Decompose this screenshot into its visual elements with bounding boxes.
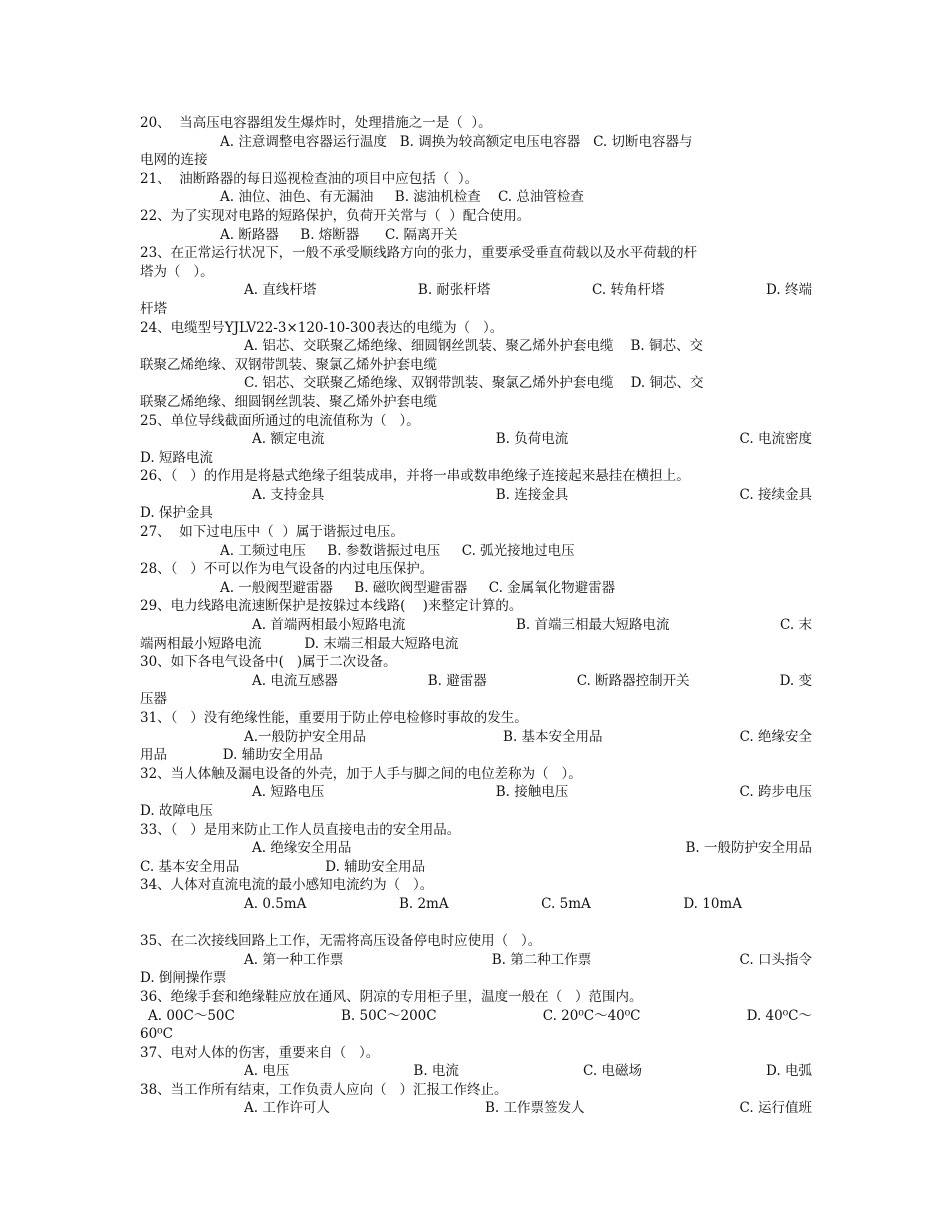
option-line xyxy=(140,895,812,914)
answer-option: B. 耐张杆塔 xyxy=(417,282,491,299)
question-line xyxy=(140,1044,812,1063)
text-line xyxy=(140,226,812,245)
question-text: 24、电缆型号YJLV22-3×120-10-300表达的电缆为（ ）。 xyxy=(140,319,504,336)
option-line xyxy=(140,281,812,300)
answer-option: C. 跨步电压 xyxy=(739,784,812,801)
question-text: 32、当人体触及漏电设备的外壳，加于人手与脚之间的电位差称为（ ）。 xyxy=(140,765,582,782)
answer-option: C. 绝缘安全 xyxy=(739,728,812,745)
answer-option: C. 5mA xyxy=(541,895,591,912)
option-line xyxy=(140,1007,812,1026)
answer-option: D. 电弧 xyxy=(766,1063,812,1080)
question-text: 22、为了实现对电路的短路保护，负荷开关常与（ ）配合使用。 xyxy=(140,207,531,224)
question-line xyxy=(140,244,812,263)
answer-option: A. 电流互感器 xyxy=(252,672,338,689)
question-text: 33、（ ）是用来防止工作人员直接电击的安全用品。 xyxy=(140,821,461,838)
text-line xyxy=(140,133,812,152)
continuation-text: D. 故障电压 xyxy=(140,802,213,819)
text-line xyxy=(140,635,812,654)
text-line xyxy=(140,449,812,468)
answer-option: A. 工作许可人 xyxy=(244,1100,330,1117)
question-line xyxy=(140,709,812,728)
continuation-text: 用品 D. 辅助安全用品 xyxy=(140,747,323,764)
answer-option: D. 10mA xyxy=(683,895,742,912)
answer-option: B. 一般防护安全用品 xyxy=(685,840,812,857)
text-line xyxy=(140,746,812,765)
question-text: 23、在正常运行状况下，一般不承受顺线路方向的张力，重要承受垂直荷载以及水平荷载的杆 xyxy=(140,245,698,262)
answer-option: B. 负荷电流 xyxy=(495,431,569,448)
answer-option: A. 首端两相最小短路电流 xyxy=(252,617,406,634)
option-line xyxy=(140,951,812,970)
answer-option: D. 40⁰C～ xyxy=(746,1007,812,1024)
text-line xyxy=(140,393,812,412)
question-text: 27、 如下过电压中（ ）属于谐振过电压。 xyxy=(140,524,404,541)
continuation-text: D. 倒闸操作票 xyxy=(140,970,227,987)
question-line xyxy=(140,170,812,189)
question-line xyxy=(140,988,812,1007)
question-line xyxy=(140,876,812,895)
question-line xyxy=(140,765,812,784)
option-line xyxy=(140,839,812,858)
answer-option: D. 终端 xyxy=(766,282,812,299)
question-text: 29、电力线路电流速断保护是按躲过本线路( )来整定计算的。 xyxy=(140,598,523,615)
question-text: 21、 油断路器的每日巡视检查油的项目中应包括（ ）。 xyxy=(140,170,479,187)
answer-option: B. 2mA xyxy=(398,895,449,912)
option-line xyxy=(140,430,812,449)
continuation-text: A. 铝芯、交联聚乙烯绝缘、细圆钢丝凯装、聚乙烯外护套电缆 B. 铜芯、交 xyxy=(244,338,703,355)
continuation-text: 端两相最小短路电流 D. 末端三相最大短路电流 xyxy=(140,635,459,652)
text-line xyxy=(140,504,812,523)
answer-option: B. 50C～200C xyxy=(340,1007,437,1024)
answer-option: A. 绝缘安全用品 xyxy=(252,840,352,857)
text-line xyxy=(140,969,812,988)
answer-option: B. 首端三相最大短路电流 xyxy=(515,617,670,634)
question-text: 37、电对人体的伤害，重要来自（ ）。 xyxy=(140,1044,380,1061)
question-text: 20、 当高压电容器组发生爆炸时，处理措施之一是（ ）。 xyxy=(140,115,492,131)
answer-option: C. 断路器控制开关 xyxy=(576,672,690,689)
answer-option: A.一般防护安全用品 xyxy=(244,728,367,745)
question-line xyxy=(140,114,812,133)
question-line xyxy=(140,207,812,226)
answer-option: B. 第二种工作票 xyxy=(491,951,592,968)
continuation-text: 杆塔 xyxy=(140,300,167,317)
blank-line xyxy=(140,914,812,933)
text-line xyxy=(140,690,812,709)
continuation-text: 联聚乙烯绝缘、双钢带凯装、聚氯乙烯外护套电缆 xyxy=(140,356,437,373)
answer-option: A. 00C～50C xyxy=(148,1007,235,1024)
answer-option: C. 接续金具 xyxy=(739,486,812,503)
answer-option: A. 0.5mA xyxy=(244,895,307,912)
answer-option: C. 电流密度 xyxy=(739,431,812,448)
answer-option: B. 基本安全用品 xyxy=(503,728,603,745)
continuation-text: A. 断路器 B. 熔断器 C. 隔离开关 xyxy=(220,226,458,243)
question-line xyxy=(140,560,812,579)
answer-option: C. 转角杆塔 xyxy=(592,282,665,299)
continuation-text: A. 油位、油色、有无漏油 B. 滤油机检查 C. 总油管检查 xyxy=(220,189,584,206)
answer-option: A. 直线杆塔 xyxy=(244,282,317,299)
answer-option: B. 接触电压 xyxy=(495,784,569,801)
continuation-text: 联聚乙烯绝缘、细圆钢丝凯装、聚乙烯外护套电缆 xyxy=(140,393,437,410)
answer-option: A. 第一种工作票 xyxy=(244,951,344,968)
question-text: 30、如下各电气设备中( )属于二次设备。 xyxy=(140,654,397,671)
question-line xyxy=(140,467,812,486)
answer-option: B. 电流 xyxy=(413,1063,459,1080)
continuation-text: A. 工频过电压 B. 参数谐振过电压 C. 弧光接地过电压 xyxy=(220,542,575,559)
continuation-text: D. 短路电流 xyxy=(140,449,213,466)
text-line xyxy=(140,188,812,207)
option-line xyxy=(140,486,812,505)
continuation-text: D. 保护金具 xyxy=(140,505,213,522)
text-line xyxy=(140,858,812,877)
answer-option: B. 避雷器 xyxy=(427,672,487,689)
continuation-text: C. 基本安全用品 D. 辅助安全用品 xyxy=(140,858,426,875)
option-line xyxy=(140,1099,812,1118)
question-text: 38、当工作所有结束，工作负责人应向（ ）汇报工作终止。 xyxy=(140,1081,508,1098)
answer-option: C. 末 xyxy=(780,617,812,634)
answer-option: A. 支持金具 xyxy=(252,486,325,503)
question-line xyxy=(140,263,812,282)
text-line xyxy=(140,802,812,821)
exam-page xyxy=(140,114,812,1118)
answer-option: C. 口头指令 xyxy=(739,951,812,968)
text-line xyxy=(140,356,812,375)
continuation-text: 电网的连接 xyxy=(140,152,208,169)
answer-option: C. 20⁰C～40⁰C xyxy=(542,1007,641,1024)
question-text: 35、在二次接线回路上工作，无需将高压设备停电时应使用（ ）。 xyxy=(140,933,542,950)
text-line xyxy=(140,542,812,561)
answer-option: B. 工作票签发人 xyxy=(484,1100,585,1117)
text-line xyxy=(140,151,812,170)
question-text: 28、（ ）不可以作为电气设备的内过电压保护。 xyxy=(140,561,434,578)
answer-option: C. 电磁场 xyxy=(583,1063,642,1080)
question-line xyxy=(140,412,812,431)
answer-option: A. 短路电压 xyxy=(252,784,325,801)
question-line xyxy=(140,932,812,951)
answer-option: D. 变 xyxy=(779,672,812,689)
option-line xyxy=(140,616,812,635)
answer-option: C. 运行值班 xyxy=(739,1100,812,1117)
question-line xyxy=(140,821,812,840)
option-line xyxy=(140,728,812,747)
text-line xyxy=(140,374,812,393)
continuation-text: A. 一般阀型避雷器 B. 磁吹阀型避雷器 C. 金属氧化物避雷器 xyxy=(220,579,616,596)
continuation-text: 压器 xyxy=(140,691,167,708)
question-line xyxy=(140,1081,812,1100)
continuation-text: C. 铝芯、交联聚乙烯绝缘、双钢带凯装、聚氯乙烯外护套电缆 D. 铜芯、交 xyxy=(244,375,704,392)
question-text: 塔为（ ）。 xyxy=(140,263,214,280)
question-line xyxy=(140,523,812,542)
text-line xyxy=(140,579,812,598)
answer-option: A. 额定电流 xyxy=(252,431,325,448)
question-line xyxy=(140,319,812,338)
continuation-text: A. 注意调整电容器运行温度 B. 调换为较高额定电压电容器 C. 切断电容器与 xyxy=(220,133,693,150)
answer-option: A. 电压 xyxy=(244,1063,290,1080)
answer-option: B. 连接金具 xyxy=(495,486,569,503)
continuation-text: 60⁰C xyxy=(140,1026,173,1043)
option-line xyxy=(140,1062,812,1081)
question-text: 26、（ ）的作用是将悬式绝缘子组装成串，并将一串或数串绝缘子连接起来悬挂在横担上。 xyxy=(140,468,690,485)
question-text: 31、（ ）没有绝缘性能，重要用于防止停电检修时事故的发生。 xyxy=(140,710,528,726)
text-line xyxy=(140,1025,812,1044)
text-line xyxy=(140,300,812,319)
option-line xyxy=(140,672,812,691)
question-line xyxy=(140,597,812,616)
option-line xyxy=(140,783,812,802)
question-text: 25、单位导线截面所通过的电流值称为（ ）。 xyxy=(140,412,420,429)
question-line xyxy=(140,653,812,672)
text-line xyxy=(140,337,812,356)
question-text: 36、绝缘手套和绝缘鞋应放在通风、阴凉的专用柜子里，温度一般在（ ）范围内。 xyxy=(140,988,643,1005)
question-text: 34、人体对直流电流的最小感知电流约为（ ）。 xyxy=(140,877,434,894)
